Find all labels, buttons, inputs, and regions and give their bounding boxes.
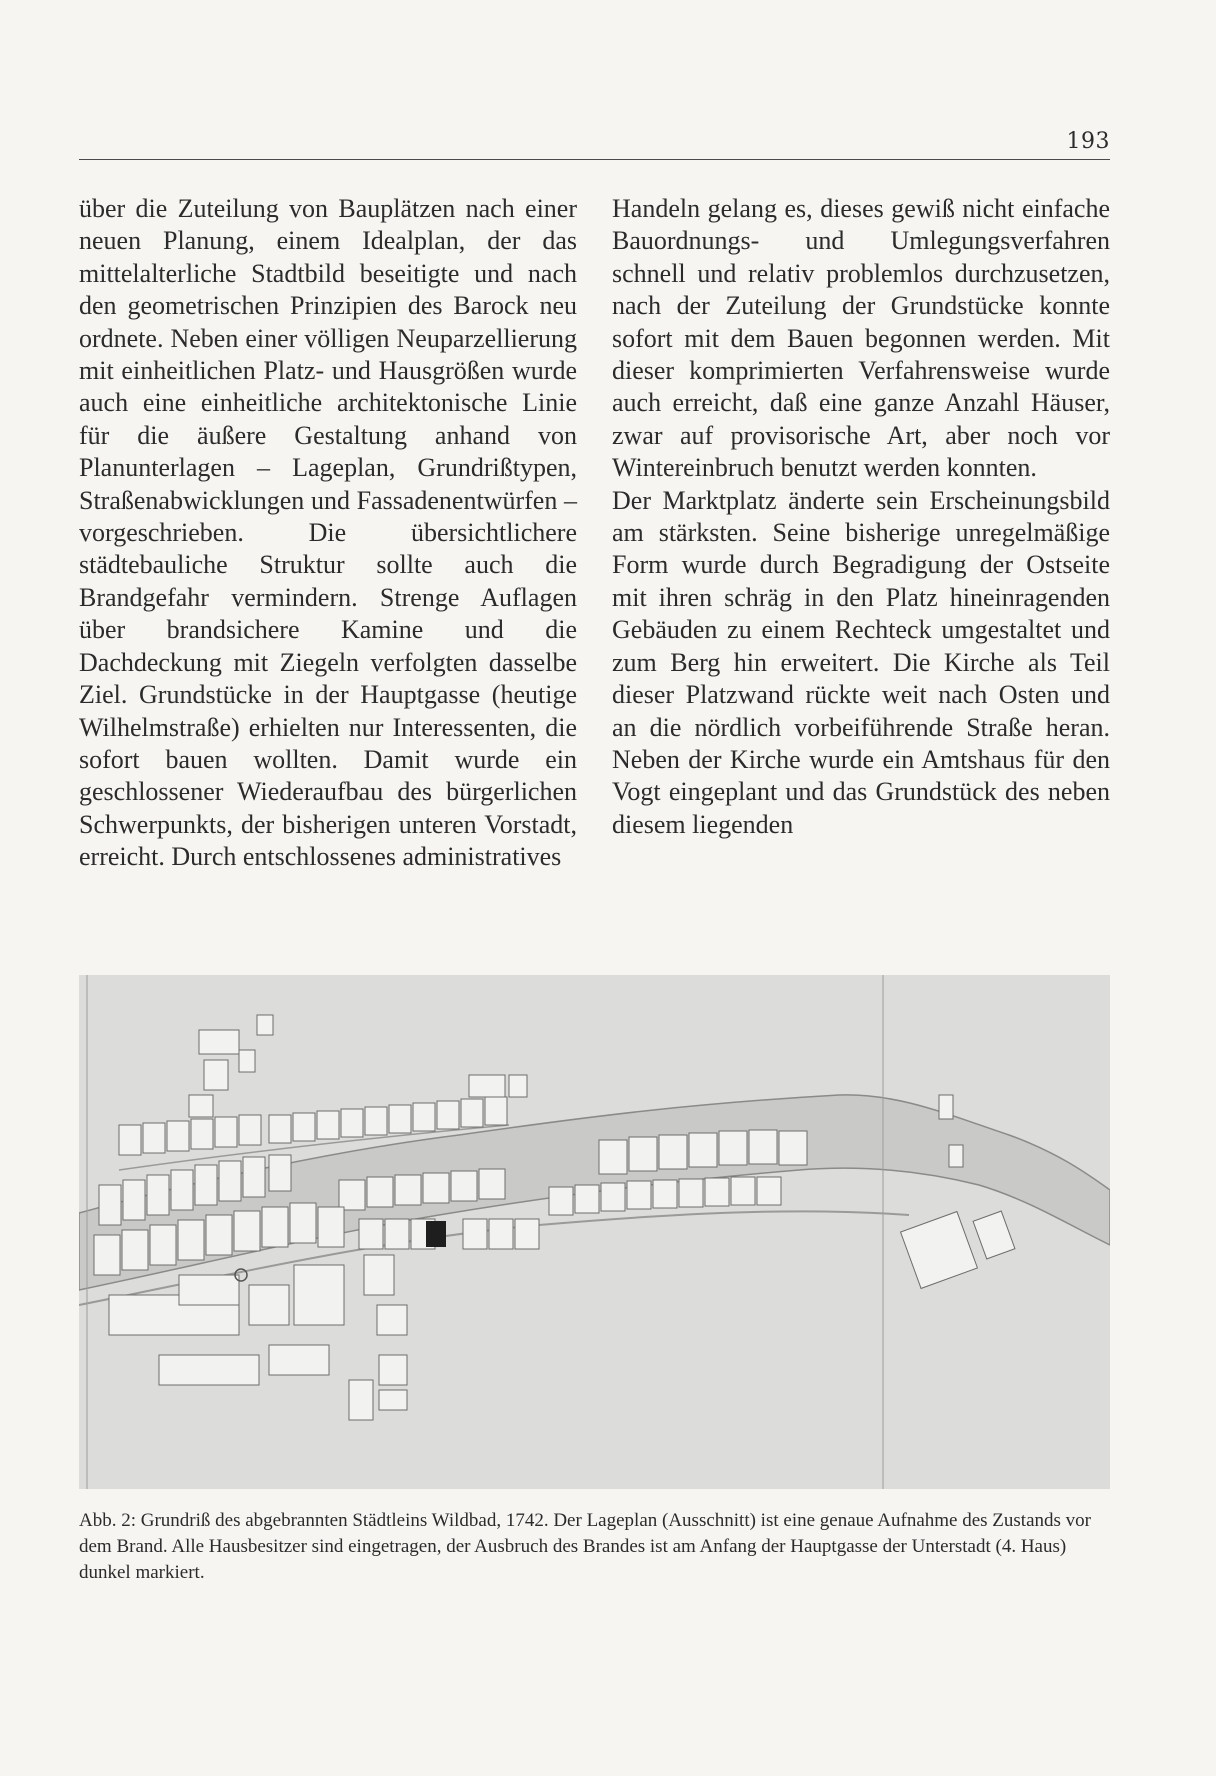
right-paragraph-2: Der Marktplatz änderte sein Erscheinungsbild am stärksten. Seine bisherige unregelmäßige Form wurde durch Begradigung der Ostseite mit ihren schräg in den Platz hineinragenden Gebäuden zu einem Rechteck umgestaltet und zum Berg hin erweitert. Die Kirche als Teil dieser Platzwand rückte weit nach Osten und an die nördlich vorbeiführende Straße heran. Neben der Kirche wurde ein Amtshaus für den Vogt eingeplant und das Grundstück des neben diesem liegenden — [612, 485, 1110, 839]
site-plan-map — [79, 975, 1110, 1489]
right-column — [612, 193, 1110, 841]
left-paragraph-1: über die Zuteilung von Bauplätzen nach einer neuen Planung, einem Idealplan, der das mittelalterliche Stadtbild beseitigte und nach den geometrischen Prinzipien des Barock neu ordnete. Neben einer völligen Neuparzellierung mit einheitlichen Platz- und Hausgrößen wurde auch eine einheitliche architektonische Linie für die äußere Gestaltung anhand von Planunterlagen – Lageplan, Grundrißtypen, Straßenabwicklungen und Fassadenentwürfen – vorgeschrieben. Die übersichtlichere städtebauliche Struktur sollte auch die Brandgefahr vermindern. Strenge Auflagen über brandsichere Kamine und die Dachdeckung mit Ziegeln verfolgten dasselbe Ziel. Grundstücke in der Hauptgasse (heutige Wilhelmstraße) erhielten nur Interessenten, die sofort bauen wollten. Damit wurde ein geschlossener Wiederaufbau des bürgerlichen Schwerpunkts, der bisherigen unteren Vorstadt, erreicht. Durch entschlossenes administratives — [79, 194, 577, 872]
site-plan-figure — [79, 975, 1110, 1489]
right-paragraph-1: Handeln gelang es, dieses gewiß nicht einfache Bauordnungs- und Umlegungsverfahren schnell und relativ problemlos durchzusetzen, nach der Zuteilung der Grundstücke konnte sofort mit dem Bauen begonnen werden. Mit dieser komprimierten Verfahrensweise wurde auch erreicht, daß eine ganze Anzahl Häuser, zwar auf provisorische Art, aber noch vor Wintereinbruch benutzt werden konnten. — [612, 194, 1110, 483]
header-rule — [79, 159, 1110, 160]
left-column — [79, 193, 577, 874]
burned-house-marker — [426, 1221, 446, 1247]
page-number: 193 — [1066, 129, 1110, 154]
figure-caption: Abb. 2: Grundriß des abgebrannten Städtleins Wildbad, 1742. Der Lageplan (Ausschnitt) ist eine genaue Aufnahme des Zustands vor dem Brand. Alle Hausbesitzer sind eingetragen, der Ausbruch des Brandes ist am Anfang der Hauptgasse der Unterstadt (4. Haus) dunkel markiert. — [79, 1510, 1091, 1583]
